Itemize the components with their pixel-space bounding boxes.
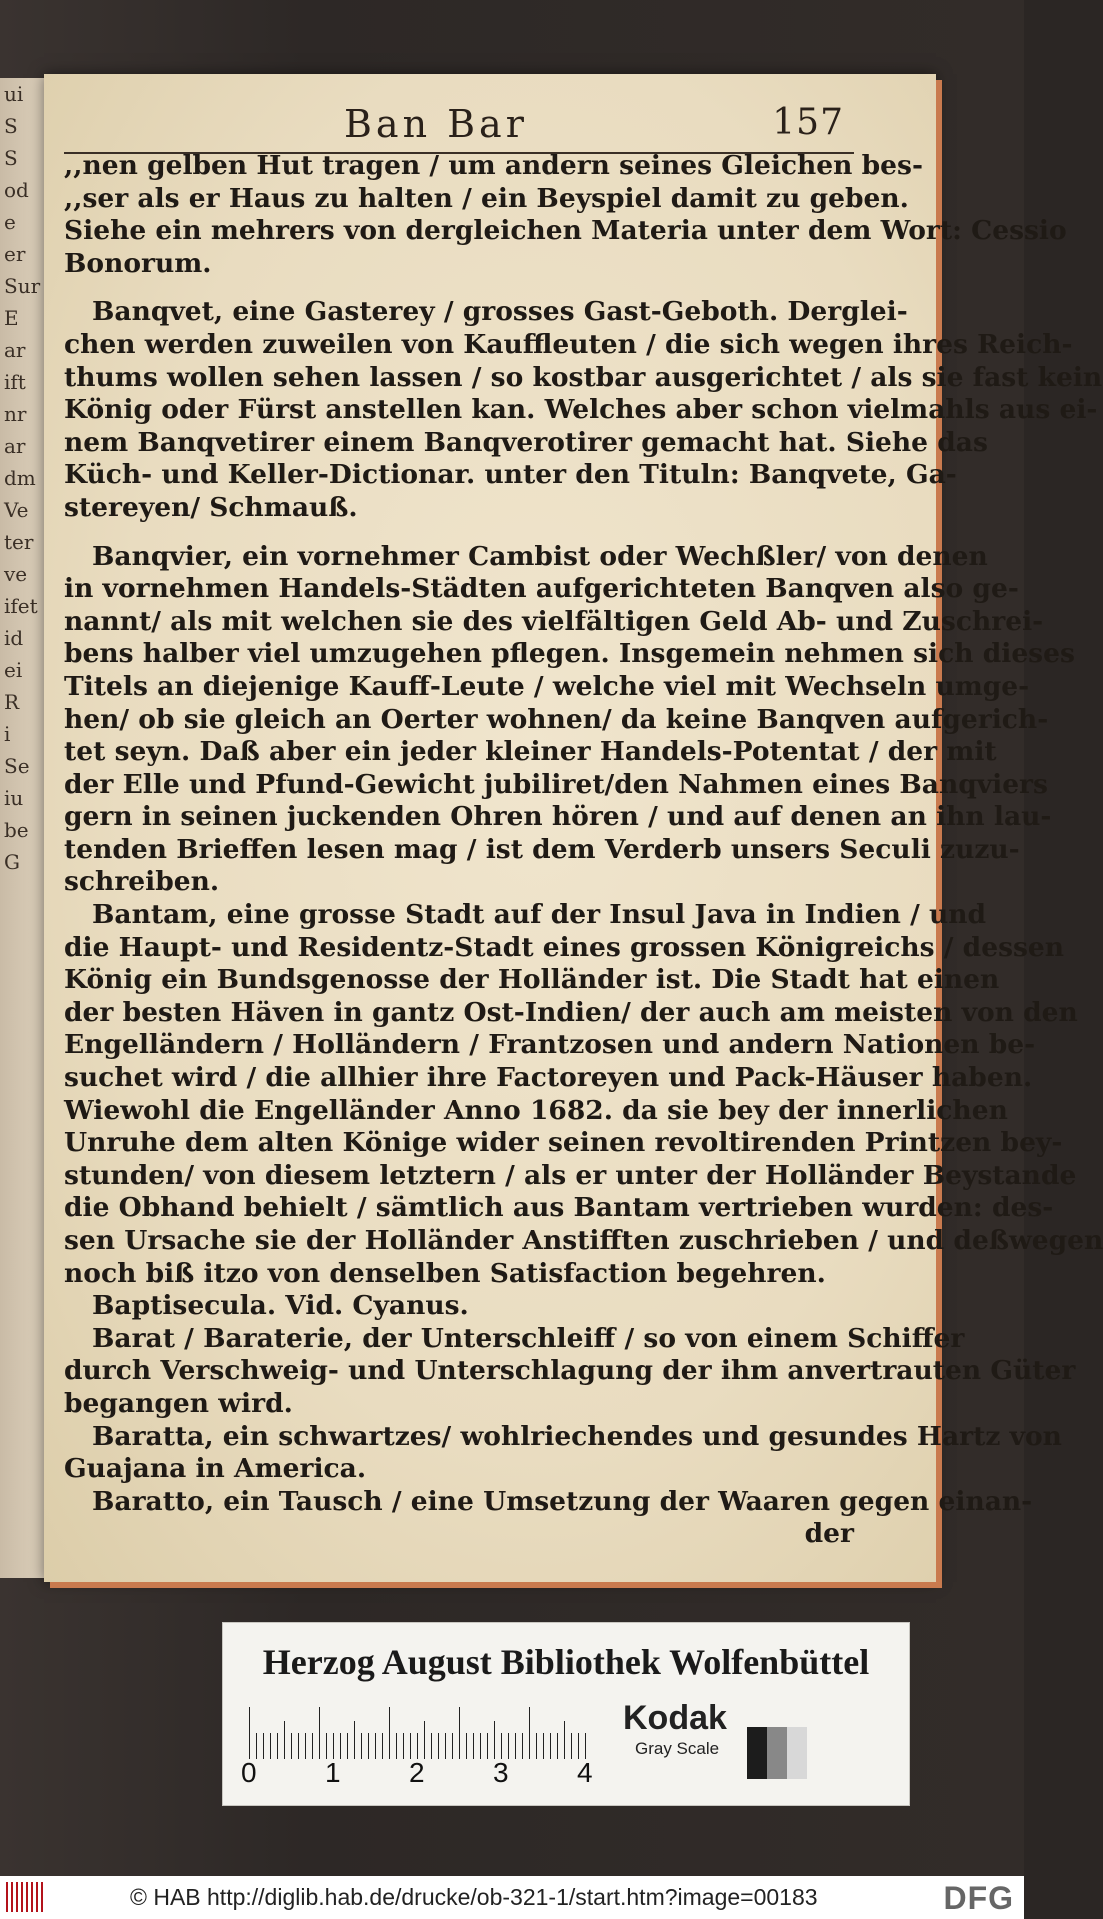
prev-page-fragment: e <box>4 210 16 234</box>
ruler-tick <box>270 1733 271 1759</box>
text-line: begangen wird. <box>64 1387 293 1419</box>
card-title: Herzog August Bibliothek Wolfenbüttel <box>262 1642 870 1682</box>
prev-page-fragment: od <box>4 178 29 202</box>
text-line: König oder Fürst anstellen kan. Welches aber schon vielmahls aus ei- <box>64 394 1098 426</box>
ruler-tick <box>431 1733 432 1759</box>
ruler-tick <box>445 1733 446 1759</box>
text-line: thums wollen sehen lassen / so kostbar ausgerichtet / als sie fast kein <box>64 361 1103 393</box>
ruler-tick <box>550 1733 551 1759</box>
header-title: Ban Bar <box>344 102 528 146</box>
ruler-tick <box>494 1721 495 1759</box>
ruler-scale <box>249 1699 819 1759</box>
text-line: tet seyn. Daß aber ein jeder kleiner Handels-Potentat / der mit <box>64 736 997 768</box>
text-line: Engelländern / Holländern / Frantzosen und andern Nationen be- <box>64 1029 1036 1061</box>
ruler-tick <box>319 1707 320 1759</box>
text-line: noch biß itzo von denselben Satisfaction begehren. <box>64 1257 826 1289</box>
ruler-tick <box>263 1733 264 1759</box>
footer-bar <box>0 1876 1024 1919</box>
text-line: Bantam, eine grosse Stadt auf der Insul Java in Indien / und <box>92 899 987 931</box>
text-line: nannt/ als mit welchen sie des vielfältigen Geld Ab- und Zuschrei- <box>64 605 1044 637</box>
prev-page-fragment: ei <box>4 658 23 682</box>
ruler-tick <box>333 1733 334 1759</box>
ruler-tick <box>466 1733 467 1759</box>
ruler-tick <box>480 1733 481 1759</box>
prev-page-fragment: dm <box>4 466 36 490</box>
ruler-tick <box>368 1733 369 1759</box>
ruler-tick <box>557 1733 558 1759</box>
text-line: die Obhand behielt / sämtlich aus Bantam vertrieben wurden: des- <box>64 1192 1054 1224</box>
ruler-number: 2 <box>409 1757 425 1788</box>
logo-bar <box>26 1882 28 1912</box>
logo-bar <box>36 1882 38 1912</box>
text-line: nem Banqvetirer einem Banqverotirer gemacht hat. Siehe das <box>64 426 988 458</box>
book-page <box>44 74 1103 1582</box>
prev-page-fragment: S <box>4 146 18 170</box>
ruler-tick <box>354 1721 355 1759</box>
ruler-tick <box>452 1733 453 1759</box>
prev-page-fragment: Se <box>4 754 30 778</box>
prev-page-fragment: ift <box>4 370 26 394</box>
logo-bar <box>41 1882 43 1912</box>
text-line: Baratto, ein Tausch / eine Umsetzung der Waaren gegen einan- <box>92 1485 1033 1517</box>
ruler-tick <box>291 1733 292 1759</box>
kodak-logo: Kodak <box>623 1699 727 1737</box>
text-line: der besten Häven in gantz Ost-Indien/ der auch am meisten von den <box>64 996 1078 1028</box>
ruler-tick <box>396 1733 397 1759</box>
page-body <box>64 150 1103 1551</box>
text-line: Barat / Baraterie, der Unterschleiff / so von einem Schiffer <box>92 1322 965 1354</box>
copyright-url[interactable]: © HAB http://diglib.hab.de/drucke/ob-321-1/start.htm?image=00183 <box>130 1884 818 1910</box>
prev-page-fragment: be <box>4 818 29 842</box>
prev-page-fragment: S <box>4 114 18 138</box>
ruler-number: 3 <box>493 1757 509 1788</box>
text-line: sen Ursache sie der Holländer Anstifften zuschrieben / und deßwegen <box>64 1225 1103 1256</box>
gray-swatch-light <box>787 1727 807 1779</box>
text-line: die Haupt- und Residentz-Stadt eines grossen Königreichs / dessen <box>64 931 1065 963</box>
text-line: hen/ ob sie gleich an Oerter wohnen/ da keine Banqven aufgerich- <box>64 703 1049 735</box>
hab-logo-icon <box>6 1882 44 1912</box>
running-header <box>344 102 844 146</box>
ruler-tick <box>312 1733 313 1759</box>
ruler-tick <box>578 1733 579 1759</box>
prev-page-fragment: er <box>4 242 26 266</box>
ruler-tick <box>424 1721 425 1759</box>
prev-page-fragment: E <box>4 306 19 330</box>
ruler-number: 4 <box>577 1757 593 1788</box>
ruler-tick <box>298 1733 299 1759</box>
ruler-tick <box>340 1733 341 1759</box>
text-line: in vornehmen Handels-Städten aufgerichteten Banqven also ge- <box>64 573 1019 605</box>
text-line: durch Verschweig- und Unterschlagung der ihm anvertrauten Güter <box>64 1355 1076 1387</box>
prev-page-fragment: G <box>4 850 20 874</box>
ruler-tick <box>585 1733 586 1759</box>
ruler-tick <box>347 1733 348 1759</box>
prev-page-fragment: i <box>4 722 11 746</box>
ruler-tick <box>284 1721 285 1759</box>
ruler-tick <box>326 1733 327 1759</box>
text-line: Banqvier, ein vornehmer Cambist oder Wechßler/ von denen <box>92 540 988 572</box>
prev-page-fragment: ui <box>4 82 24 106</box>
text-line: Baratta, ein schwartzes/ wohlriechendes und gesundes Hartz von <box>92 1420 1062 1452</box>
text-line: Bonorum. <box>64 247 212 279</box>
ruler-tick <box>529 1707 530 1759</box>
ruler-tick <box>410 1733 411 1759</box>
text-line: König ein Bundsgenosse der Holländer ist. Die Stadt hat einen <box>64 964 1000 996</box>
prev-page-fragment: ter <box>4 530 34 554</box>
text-line: Titels an diejenige Kauff-Leute / welche viel mit Wechseln umge- <box>64 670 1030 702</box>
prev-page-fragment: ifet <box>4 594 38 618</box>
text-line: chen werden zuweilen von Kauffleuten / die sich wegen ihres Reich- <box>64 328 1073 360</box>
prev-page-fragment: ve <box>4 562 28 586</box>
ruler-tick <box>417 1733 418 1759</box>
text-line: suchet wird / die allhier ihre Factoreyen und Pack-Häuser haben. <box>64 1062 1033 1094</box>
ruler-tick <box>564 1721 565 1759</box>
ruler-tick <box>501 1733 502 1759</box>
ruler-tick <box>459 1707 460 1759</box>
color-calibration-card <box>222 1622 910 1806</box>
ruler-tick <box>305 1733 306 1759</box>
text-line: ,,nen gelben Hut tragen / um andern seines Gleichen bes- <box>64 150 923 181</box>
text-line: gern in seinen juckenden Ohren hören / und auf denen an ihn lau- <box>64 801 1052 833</box>
text-line: der <box>804 1518 854 1550</box>
text-line: schreiben. <box>64 866 220 898</box>
ruler-number: 0 <box>241 1757 257 1788</box>
ruler-tick <box>508 1733 509 1759</box>
gray-scale-label: Gray Scale <box>635 1739 720 1758</box>
ruler-tick <box>522 1733 523 1759</box>
text-line: der Elle und Pfund-Gewicht jubiliret/den Nahmen eines Banqviers <box>64 768 1048 800</box>
ruler-tick <box>487 1733 488 1759</box>
ruler-tick <box>382 1733 383 1759</box>
ruler-tick <box>571 1733 572 1759</box>
ruler-tick <box>515 1733 516 1759</box>
text-line: stunden/ von diesem letztern / als er unter der Holländer Beystande <box>64 1159 1077 1191</box>
page-number: 157 <box>772 102 844 143</box>
logo-bar <box>31 1882 33 1912</box>
prev-page-fragment: Sur <box>4 274 41 298</box>
text-line: ,,ser als er Haus zu halten / ein Beyspiel damit zu geben. <box>64 182 909 214</box>
ruler-number: 1 <box>325 1757 341 1788</box>
text-line: Siehe ein mehrers von dergleichen Materia unter dem Wort: Cessio <box>64 215 1067 247</box>
text-line: Banqvet, eine Gasterey / grosses Gast-Geboth. Derglei- <box>92 296 908 328</box>
prev-page-fragment: ar <box>4 434 26 458</box>
ruler-tick <box>361 1733 362 1759</box>
prev-page-fragment: R <box>4 690 20 714</box>
logo-bar <box>6 1882 8 1912</box>
ruler-tick <box>473 1733 474 1759</box>
text-line: Guajana in America. <box>64 1453 367 1485</box>
gray-swatch-mid <box>767 1727 787 1779</box>
prev-page-fragment: iu <box>4 786 24 810</box>
ruler-tick <box>389 1707 390 1759</box>
logo-bar <box>21 1882 23 1912</box>
text-line: Wiewohl die Engelländer Anno 1682. da sie bey der innerlichen <box>64 1094 1008 1126</box>
prev-page-fragment: Ve <box>4 498 29 522</box>
ruler-tick <box>249 1707 250 1759</box>
logo-bar <box>11 1882 13 1912</box>
logo-bar <box>16 1882 18 1912</box>
text-line: Unruhe dem alten Könige wider seinen revoltirenden Printzen bey- <box>64 1127 1063 1159</box>
text-line: stereyen/ Schmauß. <box>64 491 358 523</box>
prev-page-fragment: nr <box>4 402 27 426</box>
dfg-logo: DFG <box>943 1880 1014 1916</box>
text-line: bens halber viel umzugehen pflegen. Insgemein nehmen sich dieses <box>64 638 1075 670</box>
ruler-tick <box>403 1733 404 1759</box>
ruler-tick <box>438 1733 439 1759</box>
ruler-tick <box>277 1733 278 1759</box>
prev-page-fragment: ar <box>4 338 26 362</box>
previous-page-edge <box>0 78 44 1578</box>
ruler-tick <box>543 1733 544 1759</box>
text-line: Küch- und Keller-Dictionar. unter den Tituln: Banqvete, Ga- <box>64 459 957 491</box>
prev-page-fragment: id <box>4 626 24 650</box>
ruler-tick <box>536 1733 537 1759</box>
text-line: Baptisecula. Vid. Cyanus. <box>92 1290 469 1322</box>
ruler-tick <box>256 1733 257 1759</box>
ruler-tick <box>375 1733 376 1759</box>
gray-swatch-dark <box>747 1727 767 1779</box>
text-line: tenden Brieffen lesen mag / ist dem Verderb unsers Seculi zuzu- <box>64 833 1020 865</box>
